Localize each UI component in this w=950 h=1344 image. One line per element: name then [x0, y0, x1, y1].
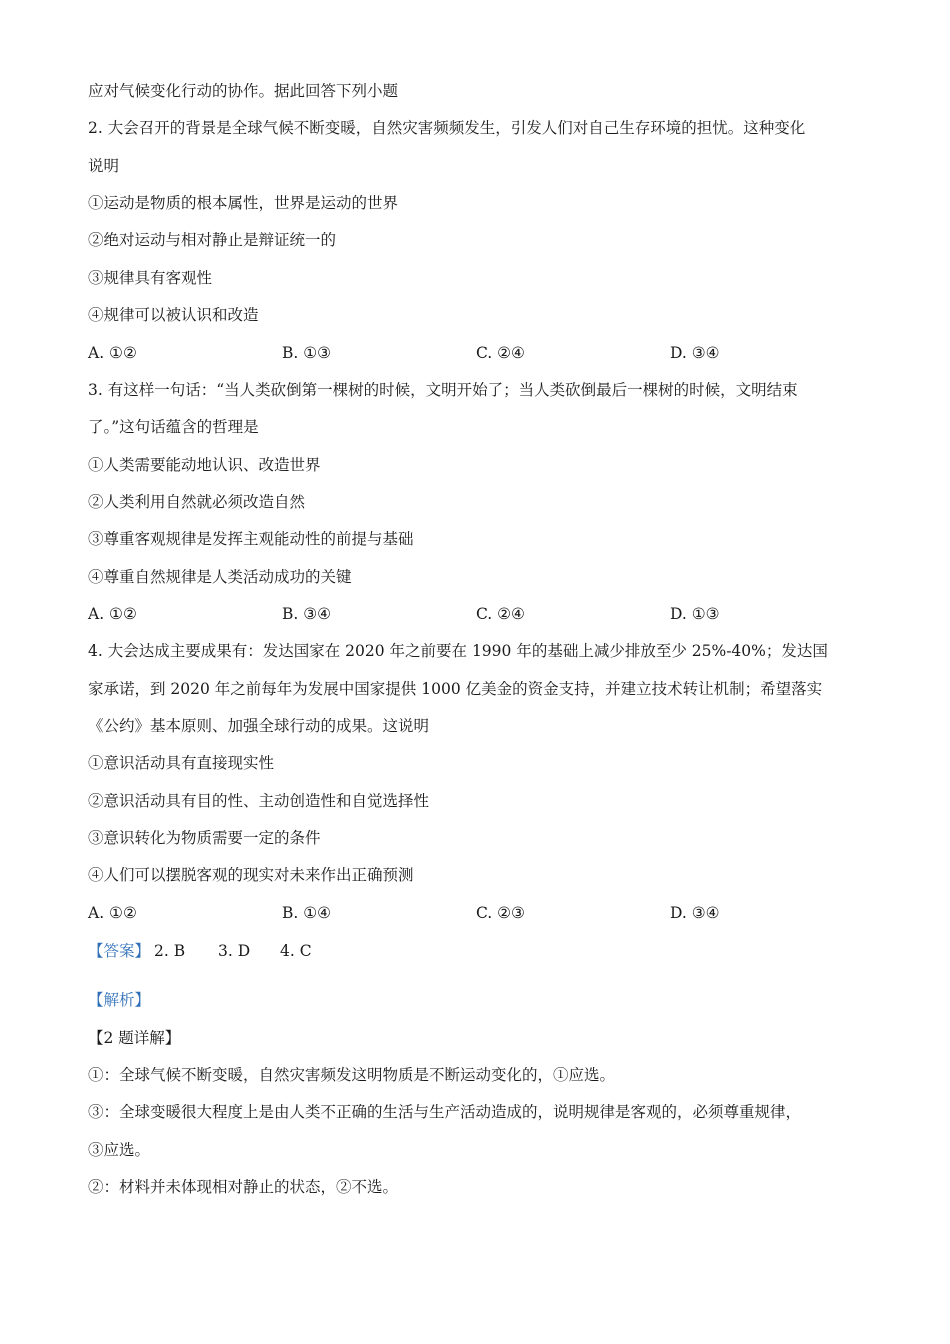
q3-option-c: C. ②④	[476, 605, 525, 623]
q4-option-d: D. ③④	[670, 904, 720, 922]
analysis-line-1: ①：全球气候不断变暖，自然灾害频发这明物质是不断运动变化的，①应选。	[88, 1066, 616, 1084]
q3-options	[88, 603, 868, 625]
q2-item-4: ④规律可以被认识和改造	[88, 306, 259, 324]
q2-item-3: ③规律具有客观性	[88, 269, 213, 287]
q4-stem-line3: 《公约》基本原则、加强全球行动的成果。这说明	[88, 717, 430, 735]
intro-text: 应对气候变化行动的协作。据此回答下列小题	[88, 82, 399, 100]
answer-line	[88, 940, 868, 962]
q3-stem-line1: 3. 有这样一句话：“当人类砍倒第一棵树的时候，文明开始了；当人类砍倒最后一棵树的时候，文明结束	[88, 381, 798, 399]
q4-option-b: B. ①④	[282, 904, 332, 922]
q2-stem-line1: 2. 大会召开的背景是全球气候不断变暖，自然灾害频频发生，引发人们对自己生存环境的担忧。这种变化	[88, 119, 806, 137]
answer-q4: 4. C	[280, 942, 312, 960]
q3-option-d: D. ①③	[670, 605, 720, 623]
q2-option-b: B. ①③	[282, 344, 332, 362]
q4-option-c: C. ②③	[476, 904, 525, 922]
q3-item-3: ③尊重客观规律是发挥主观能动性的前提与基础	[88, 530, 414, 548]
answer-q2: 2. B	[154, 942, 186, 960]
q3-option-a: A. ①②	[88, 605, 137, 623]
answer-q3: 3. D	[218, 942, 251, 960]
q4-options	[88, 902, 868, 924]
q2-options	[88, 342, 868, 364]
q2-option-c: C. ②④	[476, 344, 525, 362]
q3-option-b: B. ③④	[282, 605, 332, 623]
q2-item-1: ①运动是物质的根本属性，世界是运动的世界	[88, 194, 399, 212]
analysis-line-3: ③应选。	[88, 1141, 151, 1159]
q2-option-d: D. ③④	[670, 344, 720, 362]
analysis-line-4: ②：材料并未体现相对静止的状态，②不选。	[88, 1178, 399, 1196]
q3-item-1: ①人类需要能动地认识、改造世界	[88, 456, 321, 474]
q3-stem-line2: 了。”这句话蕴含的哲理是	[88, 418, 259, 436]
analysis-subtitle: 【2 题详解】	[88, 1029, 181, 1047]
q3-item-2: ②人类利用自然就必须改造自然	[88, 493, 306, 511]
q2-item-2: ②绝对运动与相对静止是辩证统一的	[88, 231, 337, 249]
q4-item-2: ②意识活动具有目的性、主动创造性和自觉选择性	[88, 792, 430, 810]
q4-stem-line1: 4. 大会达成主要成果有：发达国家在 2020 年之前要在 1990 年的基础上减少排放至少 25%-40%；发达国	[88, 642, 828, 660]
q4-option-a: A. ①②	[88, 904, 137, 922]
q4-item-4: ④人们可以摆脱客观的现实对未来作出正确预测	[88, 866, 414, 884]
q2-stem-line2: 说明	[88, 157, 120, 175]
q4-stem-line2: 家承诺，到 2020 年之前每年为发展中国家提供 1000 亿美金的资金支持，并建立技术转让机制；希望落实	[88, 680, 823, 698]
analysis-line-2: ③：全球变暖很大程度上是由人类不正确的生活与生产活动造成的，说明规律是客观的，必须尊重规律，	[88, 1103, 802, 1121]
analysis-tag: 【解析】	[88, 991, 151, 1009]
q4-item-3: ③意识转化为物质需要一定的条件	[88, 829, 321, 847]
q4-item-1: ①意识活动具有直接现实性	[88, 754, 275, 772]
q2-option-a: A. ①②	[88, 344, 137, 362]
q3-item-4: ④尊重自然规律是人类活动成功的关键	[88, 568, 352, 586]
answer-tag: 【答案】	[88, 942, 151, 960]
